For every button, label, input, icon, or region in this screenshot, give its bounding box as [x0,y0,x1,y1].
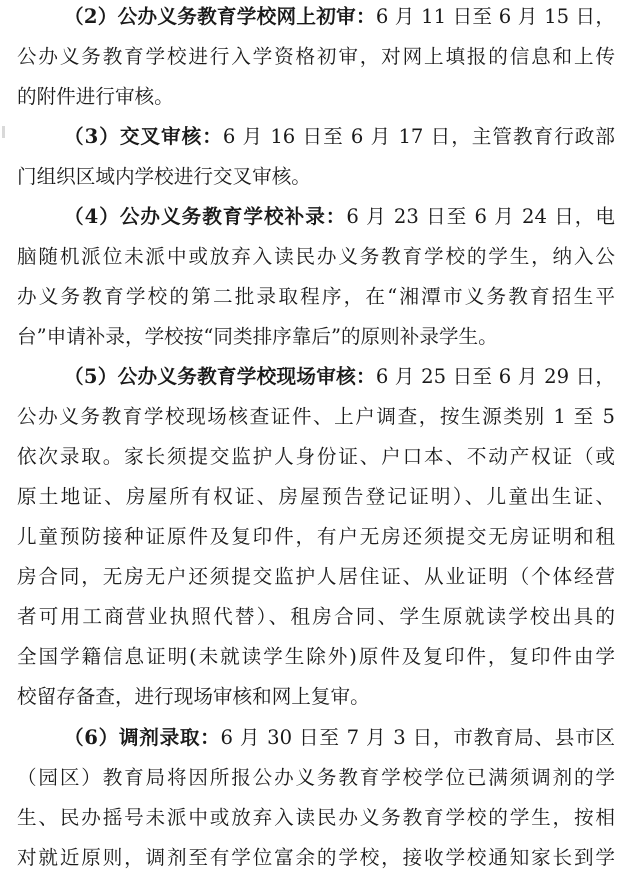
paragraph-3-line-1 [64,117,615,157]
paragraph-5-line-1 [64,357,615,397]
paragraph-6-line-2: （园区）教育局将因所报公办义务教育学校学位已满须调剂的学 [17,766,615,789]
paragraph-4-heading: （4）公办义务教育学校补录： [64,205,347,228]
paragraph-4-line-1 [64,197,615,237]
paragraph-6-heading: （6）调剂录取： [64,726,221,749]
paragraph-5-line-4: 原土地证、房屋所有权证、房屋预告登记证明）、儿童出生证、 [17,485,615,508]
paragraph-2-text: 6 月 11 日至 6 月 15 日， [375,5,615,28]
paragraph-5-line-7: 者可用工商营业执照代替）、租房合同、学生原就读学校出具的 [17,605,615,628]
paragraph-3-heading: （3）交叉审核： [64,125,223,148]
paragraph-2-line-3: 的附件进行审核。 [17,85,174,108]
scan-artifact [2,126,5,138]
paragraph-5-line-2: 公办义务教育学校现场核查证件、上户调查，按生源类别 1 至 5 [17,405,615,428]
paragraph-4-line-4: 台”申请补录，学校按“同类排序靠后”的原则补录学生。 [17,325,498,348]
paragraph-5-line-8: 全国学籍信息证明(未就读学生除外)原件及复印件，复印件由学 [17,645,615,668]
paragraph-6-line-1 [64,718,615,758]
paragraph-5-line-5: 儿童预防接种证原件及复印件，有户无房还须提交无房证明和租 [17,525,615,548]
paragraph-5-line-9: 校留存备查，进行现场审核和网上复审。 [17,685,370,708]
paragraph-4-text: 6 月 23 日至 6 月 24 日，电 [346,205,615,228]
paragraph-6-text: 6 月 30 日至 7 月 3 日，市教育局、县市区 [220,726,615,749]
paragraph-5-text: 6 月 25 日至 6 月 29 日， [375,365,615,388]
paragraph-5-line-3: 依次录取。家长须提交监护人身份证、户口本、不动产权证（或 [17,445,615,468]
paragraph-4-line-2: 脑随机派位未派中或放弃入读民办义务教育学校的学生，纳入公 [17,245,615,268]
paragraph-2-line-2: 公办义务教育学校进行入学资格初审，对网上填报的信息和上传 [17,45,615,68]
paragraph-3-line-2: 门组织区域内学校进行交叉审核。 [17,165,311,188]
paragraph-2-line-1 [64,0,615,37]
paragraph-4-line-3: 办义务教育学校的第二批录取程序，在“湘潭市义务教育招生平 [17,285,615,308]
paragraph-2-heading: （2）公办义务教育学校网上初审： [64,5,376,28]
paragraph-5-line-6: 房合同，无房无户还须提交监护人居住证、从业证明（个体经营 [17,565,615,588]
paragraph-3-text: 6 月 16 日至 6 月 17 日，主管教育行政部 [222,125,615,148]
paragraph-6-line-3: 生、民办摇号未派中或放弃入读民办义务教育学校的学生，按相 [17,806,615,829]
paragraph-5-heading: （5）公办义务教育学校现场审核： [64,365,376,388]
paragraph-6-line-4: 对就近原则，调剂至有学位富余的学校，接收学校通知家长到学 [17,846,615,869]
